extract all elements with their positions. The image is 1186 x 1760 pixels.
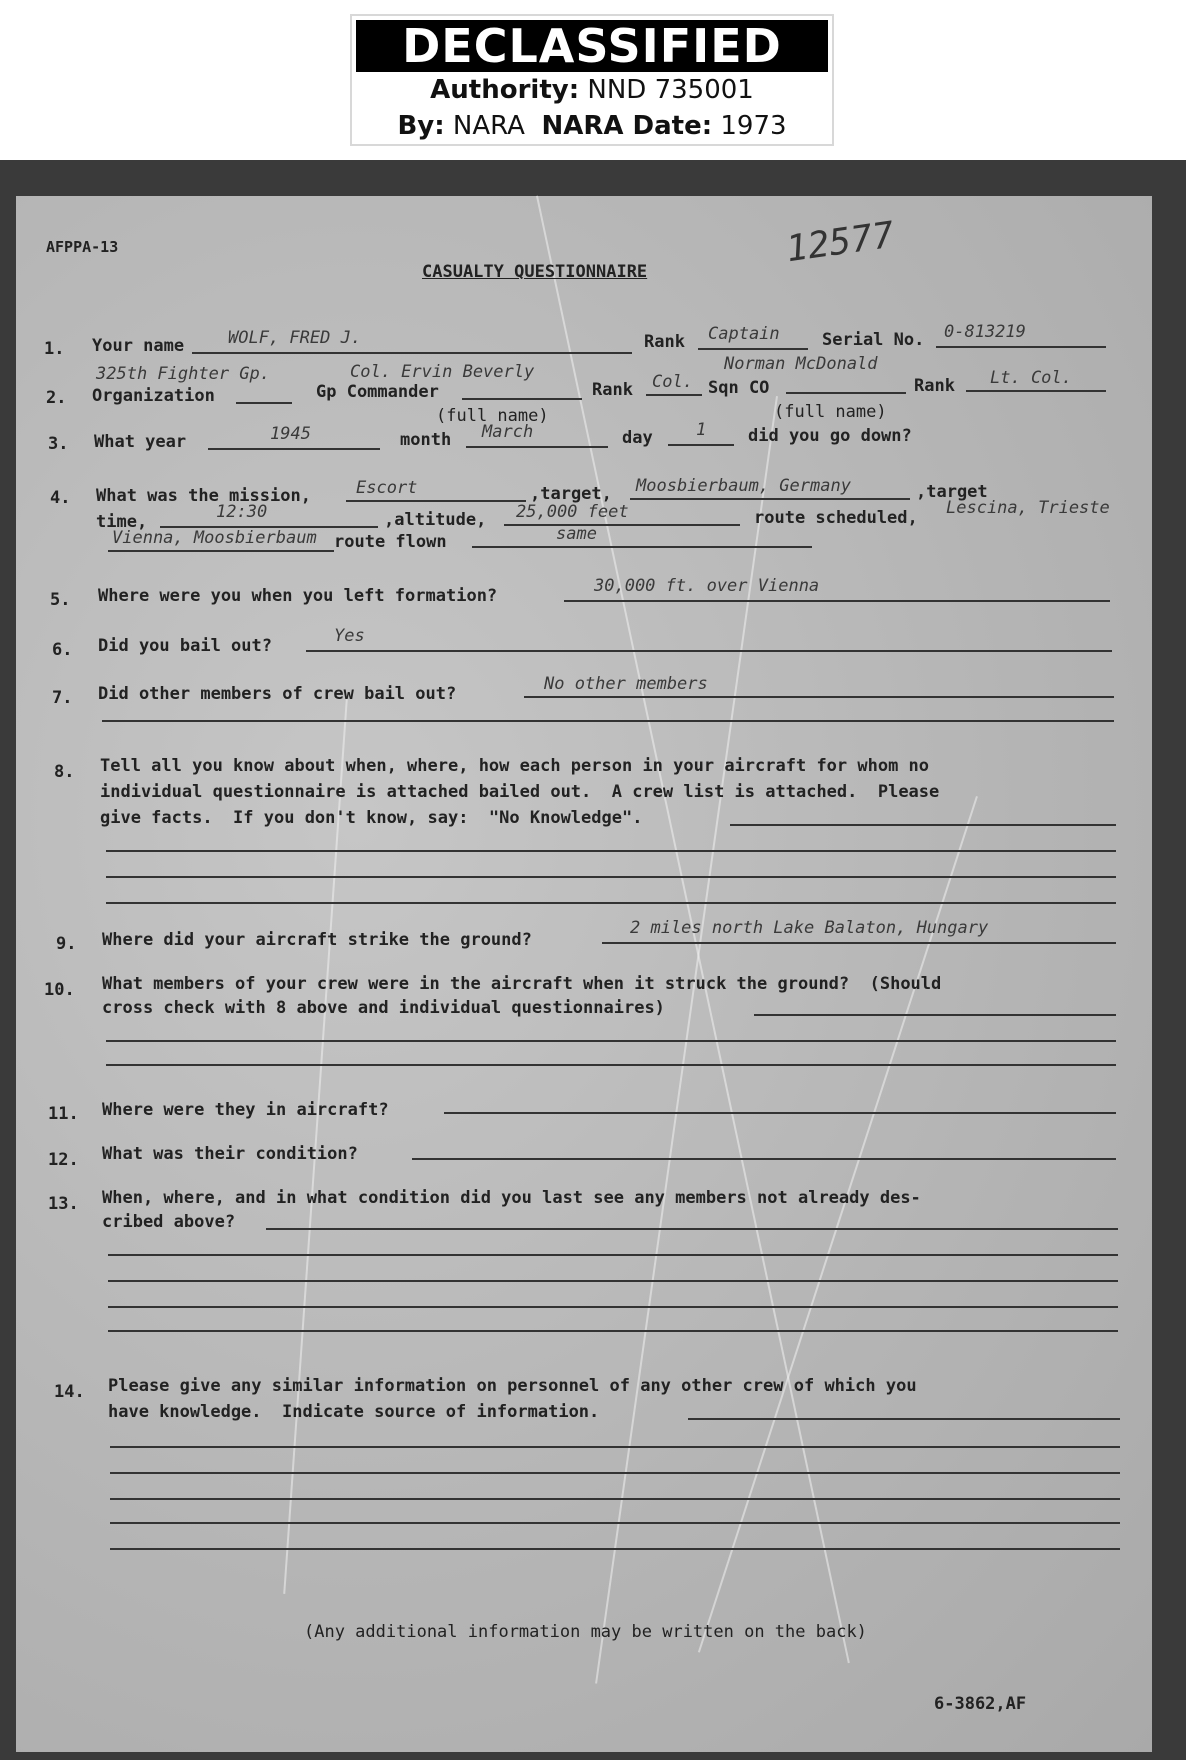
q5-line <box>564 600 1110 602</box>
q3-month-line <box>466 446 608 448</box>
q4-time-label: time, <box>96 512 148 532</box>
questionnaire-page <box>16 196 1152 1752</box>
q13-line-3 <box>108 1280 1118 1282</box>
stamp-by: By: NARA NARA Date: 1973 <box>397 111 787 141</box>
q5-label: Where were you when you left formation? <box>98 586 498 606</box>
q2-org-label: Organization <box>92 386 215 406</box>
q1-serial-label: Serial No. <box>822 330 925 350</box>
q13-line-5 <box>108 1330 1118 1332</box>
q1-name-line <box>192 352 632 354</box>
q6-number: 6. <box>52 640 73 660</box>
q4-mission-value: Escort <box>356 478 418 498</box>
q8-number: 8. <box>54 762 75 782</box>
q2-sqn-label: Sqn CO <box>708 378 770 398</box>
q10-text-line-2: cross check with 8 above and individual questionnaires) <box>102 998 665 1018</box>
q14-line-6 <box>110 1548 1120 1550</box>
q2-org-line <box>236 402 292 404</box>
q14-number: 14. <box>54 1382 85 1402</box>
q4-mission-line <box>346 500 526 502</box>
q4-route2-line <box>108 550 334 552</box>
q3-year-label: What year <box>94 432 187 452</box>
q13-text-line-2: cribed above? <box>102 1212 236 1232</box>
q2-gp-commander-label: Gp Commander <box>316 382 439 402</box>
q9-label: Where did your aircraft strike the ground? <box>102 930 532 950</box>
q2-full-name-caption-2: (full name) <box>774 402 887 422</box>
q8-line-4 <box>106 902 1116 904</box>
q14-line-3 <box>110 1472 1120 1474</box>
q8-text-line-3: give facts. If you don't know, say: "No Knowledge". <box>100 808 643 828</box>
q2-rank-line <box>646 394 702 396</box>
q4-altitude-label: ,altitude, <box>384 510 487 530</box>
q11-number: 11. <box>48 1104 79 1124</box>
q8-line-1 <box>730 824 1116 826</box>
q4-altitude-line <box>504 524 740 526</box>
q4-flown-line <box>472 546 812 548</box>
q8-text-line-2: individual questionnaire is attached bailed out. A crew list is attached. Please <box>100 782 940 802</box>
q9-number: 9. <box>56 934 77 954</box>
q1-name-label: Your name <box>92 336 185 356</box>
q5-number: 5. <box>50 590 71 610</box>
q4-target-label: ,target, <box>530 484 612 504</box>
q14-text-line-2: have knowledge. Indicate source of information. <box>108 1402 600 1422</box>
q2-rank2-label: Rank <box>914 376 955 396</box>
q3-tail-text: did you go down? <box>748 426 912 446</box>
q8-text-line-1: Tell all you know about when, where, how each person in your aircraft for whom no <box>100 756 930 776</box>
q13-line-4 <box>108 1306 1118 1308</box>
q2-gp-commander-value: Col. Ervin Beverly <box>350 362 535 382</box>
q4-route-value-cont: Vienna, Moosbierbaum <box>112 528 317 548</box>
q1-rank-value: Captain <box>708 324 780 344</box>
q14-line-4 <box>110 1498 1120 1500</box>
q4-altitude-value: 25,000 feet <box>516 502 629 522</box>
q7-number: 7. <box>52 688 73 708</box>
q1-serial-line <box>936 346 1106 348</box>
q12-label: What was their condition? <box>102 1144 358 1164</box>
q1-serial-value: 0-813219 <box>944 322 1026 342</box>
q4-flown-value: same <box>556 524 597 544</box>
q4-number: 4. <box>50 488 71 508</box>
q3-day-value: 1 <box>696 420 707 440</box>
q2-sqn-line <box>786 392 906 394</box>
q12-line <box>412 1158 1116 1160</box>
form-number: 6-3862,AF <box>934 1694 1027 1714</box>
q13-line-2 <box>108 1254 1118 1256</box>
q2-rank2-value: Lt. Col. <box>990 368 1072 388</box>
q8-line-3 <box>106 876 1116 878</box>
declassified-stamp <box>350 14 834 146</box>
stamp-title: DECLASSIFIED <box>356 20 828 72</box>
q3-month-value: March <box>482 422 534 442</box>
q9-line <box>602 942 1116 944</box>
q2-rank2-line <box>966 390 1106 392</box>
q2-number: 2. <box>46 388 67 408</box>
footer-note: (Any additional information may be written on the back) <box>304 1622 867 1642</box>
q7-line-2 <box>102 720 1114 722</box>
form-title: CASUALTY QUESTIONNAIRE <box>422 262 648 282</box>
q3-day-line <box>668 444 734 446</box>
q9-answer: 2 miles north Lake Balaton, Hungary <box>630 918 989 938</box>
q4-route-value: Lescina, Trieste <box>946 498 1110 518</box>
stamp-authority: Authority: NND 735001 <box>430 75 754 105</box>
q2-sqn-co-value: Norman McDonald <box>724 354 878 374</box>
q2-org-value: 325th Fighter Gp. <box>96 364 270 384</box>
q4-route-label: route scheduled, <box>754 508 918 528</box>
q3-day-label: day <box>622 428 653 448</box>
q11-line <box>444 1112 1116 1114</box>
q11-label: Where were they in aircraft? <box>102 1100 389 1120</box>
q4-time-value: 12:30 <box>216 502 268 522</box>
q4-mission-label: What was the mission, <box>96 486 311 506</box>
q4-target-time-label: ,target <box>916 482 988 502</box>
q12-number: 12. <box>48 1150 79 1170</box>
q13-line-1 <box>266 1228 1118 1230</box>
q2-full-name-caption-1: (full name) <box>436 406 549 426</box>
q4-flown-label: route flown <box>334 532 447 552</box>
q13-number: 13. <box>48 1194 79 1214</box>
q10-line-3 <box>106 1064 1116 1066</box>
q3-month-label: month <box>400 430 452 450</box>
q2-rank-label: Rank <box>592 380 633 400</box>
q3-number: 3. <box>48 434 69 454</box>
q10-line-1 <box>754 1014 1116 1016</box>
q6-answer: Yes <box>334 626 365 646</box>
q1-rank-line <box>698 348 808 350</box>
q5-answer: 30,000 ft. over Vienna <box>594 576 820 596</box>
q4-target-line <box>630 498 910 500</box>
q14-line-2 <box>110 1446 1120 1448</box>
q14-line-5 <box>110 1522 1120 1524</box>
handwritten-number: 12577 <box>783 214 897 271</box>
q7-label: Did other members of crew bail out? <box>98 684 457 704</box>
q4-target-value: Moosbierbaum, Germany <box>636 476 851 496</box>
q7-line-1 <box>524 696 1114 698</box>
q1-name-value: WOLF, FRED J. <box>228 328 362 348</box>
q3-year-value: 1945 <box>270 424 311 444</box>
q10-line-2 <box>106 1040 1116 1042</box>
q10-text-line-1: What members of your crew were in the aircraft when it struck the ground? (Should <box>102 974 942 994</box>
q10-number: 10. <box>44 980 75 1000</box>
q2-gp-line <box>462 398 582 400</box>
q1-rank-label: Rank <box>644 332 685 352</box>
q7-answer: No other members <box>544 674 708 694</box>
q14-text-line-1: Please give any similar information on personnel of any other crew of which you <box>108 1376 917 1396</box>
q3-year-line <box>208 448 380 450</box>
q2-rank-value: Col. <box>652 372 693 392</box>
q13-text-line-1: When, where, and in what condition did you last see any members not already des- <box>102 1188 921 1208</box>
q8-line-2 <box>106 850 1116 852</box>
q6-label: Did you bail out? <box>98 636 272 656</box>
q14-line-1 <box>688 1418 1120 1420</box>
form-code: AFPPA-13 <box>46 238 119 256</box>
q6-line <box>306 650 1112 652</box>
q1-number: 1. <box>44 339 65 359</box>
